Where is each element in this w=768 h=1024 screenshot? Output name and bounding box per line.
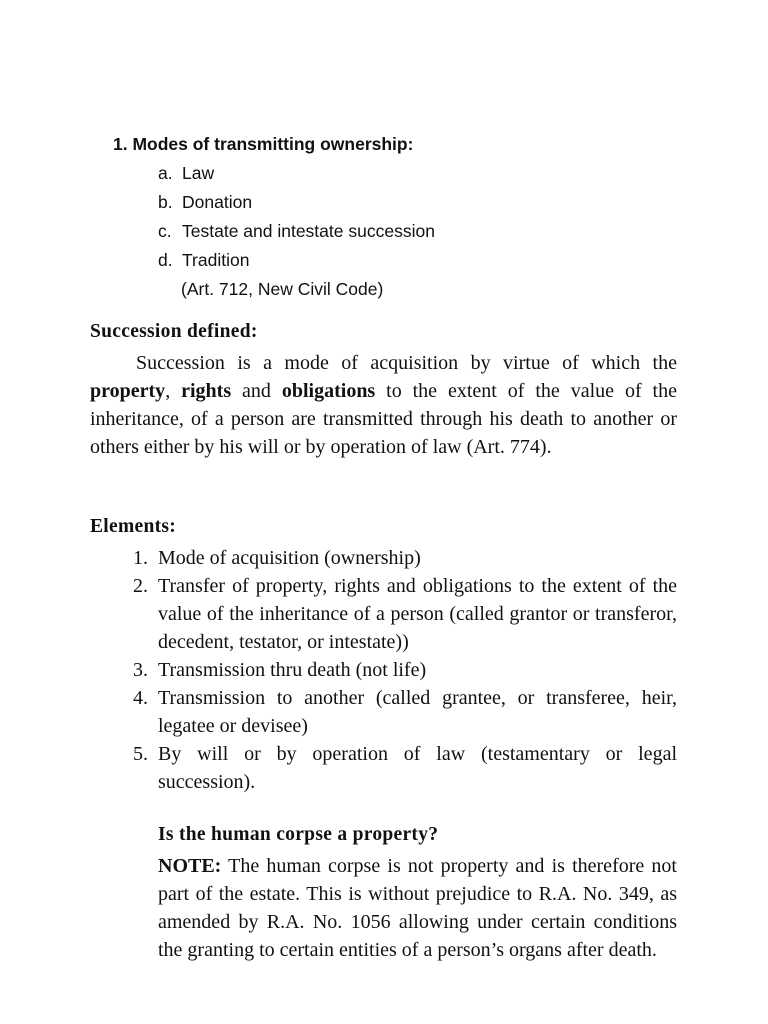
question-heading: Is the human corpse a property? (158, 824, 439, 845)
modes-heading: 1. Modes of transmitting ownership: (113, 134, 414, 154)
text-run: , (165, 380, 182, 402)
list-number: 1. (133, 547, 148, 569)
list-item-text: Mode of acquisition (ownership) (158, 547, 421, 569)
list-item-text: Donation (182, 192, 253, 212)
citation: (Art. 712, New Civil Code) (181, 279, 384, 299)
text-run: to the extent of the value of the inheritance, of a person are transmitted through his death to another or others either by his will or by operation of law (Art. 774). (90, 380, 677, 458)
list-number: 3. (133, 659, 148, 681)
list-item-text: Transfer of property, rights and obligations to the extent of the value of the inheritance of a person (called grantor or transferor, decedent, testator, or intestate)) (158, 575, 677, 653)
list-item (133, 544, 677, 572)
list-number: 4. (133, 687, 148, 709)
list-marker: d. (158, 250, 173, 270)
list-item (133, 572, 677, 656)
list-number: 2. (133, 575, 148, 597)
text-run: and (231, 380, 282, 402)
list-item-text: Testate and intestate succession (182, 221, 435, 241)
list-item (158, 163, 214, 184)
list-marker: a. (158, 163, 173, 183)
list-number: 5. (133, 743, 148, 765)
list-item (133, 684, 677, 740)
bold-term-obligations: obligations (281, 380, 376, 402)
list-marker: b. (158, 192, 173, 212)
list-item-text: Transmission thru death (not life) (158, 659, 427, 681)
list-item-text: Tradition (182, 250, 250, 270)
list-item (158, 221, 435, 242)
list-item (133, 656, 677, 684)
list-item (158, 250, 249, 271)
elements-heading: Elements: (90, 516, 177, 537)
list-item (133, 740, 677, 796)
elements-list (133, 544, 677, 796)
text-run: Succession is a mode of acquisition by virtue of which the (136, 352, 677, 374)
note-text: The human corpse is not property and is therefore not part of the estate. This is without prejudice to R.A. No. 349, as amended by R.A. No. 1056 allowing under certain conditions the granting to certain entities of a person’s organs after death. (158, 855, 677, 961)
succession-paragraph (90, 349, 677, 461)
list-item-text: By will or by operation of law (testamentary or legal succession). (158, 743, 677, 793)
bold-term-property: property (90, 380, 166, 402)
list-item-text: Law (182, 163, 215, 183)
list-item (158, 192, 252, 213)
note-paragraph (158, 852, 677, 964)
list-item-text: Transmission to another (called grantee, or transferee, heir, legatee or devisee) (158, 687, 677, 737)
bold-term-rights: rights (181, 380, 232, 402)
list-marker: c. (158, 221, 172, 241)
succession-heading: Succession defined: (90, 321, 258, 342)
note-label: NOTE: (158, 855, 222, 877)
